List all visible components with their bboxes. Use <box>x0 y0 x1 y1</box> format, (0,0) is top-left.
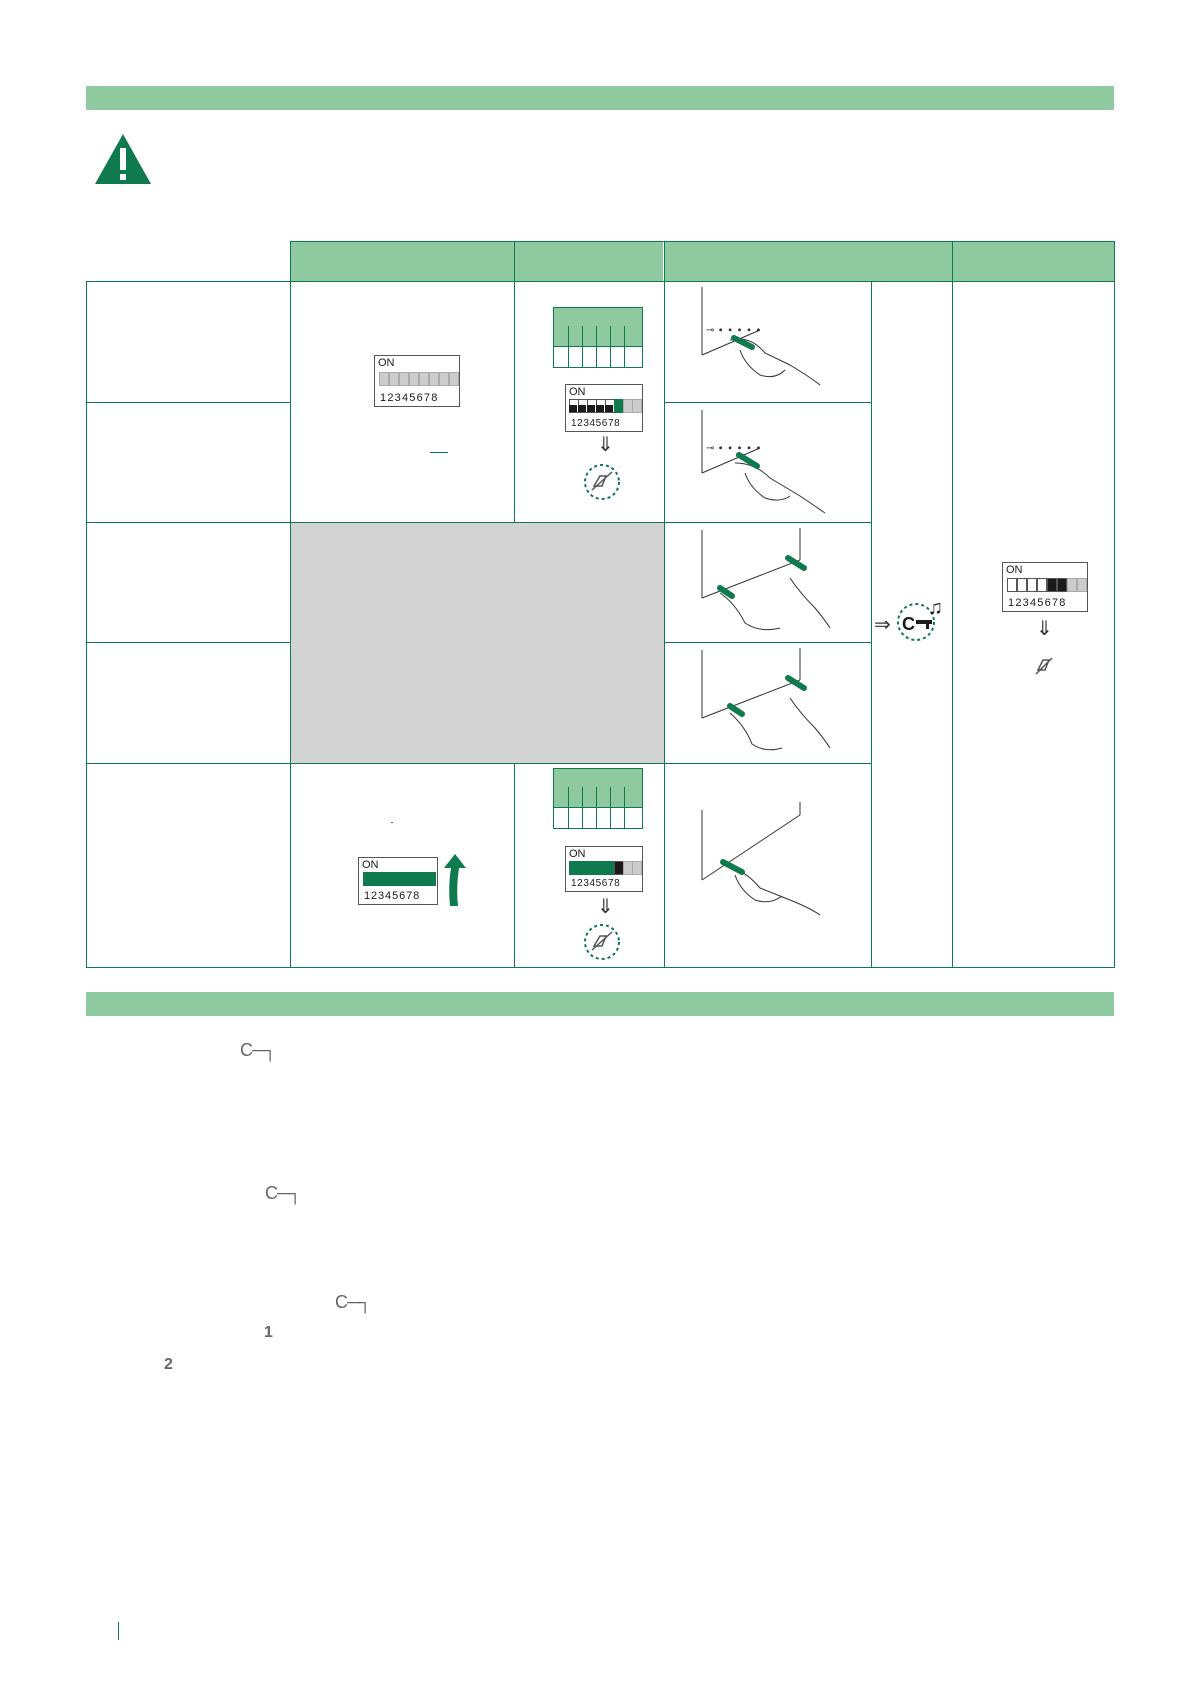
key-icon: C─┐ <box>240 1040 276 1060</box>
hand-press-two-icon <box>690 528 840 636</box>
arrow-down-icon: ⇓ <box>597 896 614 918</box>
mute-icon <box>1032 654 1056 678</box>
section-header-band <box>86 86 1114 110</box>
hand-press-two-icon <box>690 648 840 756</box>
step-1-glyph: 1 <box>264 1324 273 1341</box>
dip-switch-config-2 <box>565 846 643 892</box>
music-note-icon: ♫ <box>928 597 943 619</box>
mute-icon <box>582 922 622 962</box>
dip-on-label: ON <box>362 859 379 871</box>
dip-numbers: 12345678 <box>571 878 621 889</box>
dip-on-label: ON <box>1006 564 1023 576</box>
dip-numbers: 12345678 <box>364 890 421 902</box>
dip-numbers: 12345678 <box>571 418 621 429</box>
dip-on-label: ON <box>378 357 395 369</box>
arrow-down-icon: ⇓ <box>1036 618 1053 640</box>
dip-on-label: ON <box>569 848 586 860</box>
table-header-col-2 <box>515 241 663 281</box>
section-header-band <box>86 992 1114 1016</box>
dip-switch-final <box>1002 562 1088 612</box>
svg-text:⊸ ∙ ∙ ∙ ∙ ∙: ⊸ ∙ ∙ ∙ ∙ ∙ <box>706 325 762 336</box>
green-table-box-bottom <box>553 806 643 829</box>
dip-numbers: 12345678 <box>380 392 439 404</box>
hand-press-icon <box>690 800 840 920</box>
underline-mark <box>430 452 448 453</box>
arrow-up-icon <box>442 852 468 908</box>
arrow-down-icon: ⇓ <box>597 434 614 456</box>
disabled-cell-panel <box>290 523 664 763</box>
hand-press-icon <box>690 408 840 516</box>
dip-numbers: 12345678 <box>1008 597 1067 609</box>
warning-icon <box>93 132 153 186</box>
table-header-col-4 <box>953 241 1114 281</box>
arrow-right-icon: ⇒ <box>874 614 891 636</box>
step-2-glyph: 2 <box>164 1356 173 1373</box>
dip-switch-all-on <box>358 857 438 905</box>
green-table-box <box>553 307 643 347</box>
key-icon: C─┐ <box>335 1292 371 1312</box>
green-table-box-bottom <box>553 345 643 368</box>
mute-icon <box>582 462 622 502</box>
page-marker <box>118 1622 119 1640</box>
dip-switch-config-1 <box>565 384 643 432</box>
dip-switch-all-off <box>374 355 460 407</box>
hand-press-icon <box>690 285 840 393</box>
green-table-box <box>553 768 643 808</box>
key-icon: C─┐ <box>265 1183 301 1203</box>
svg-text:C: C <box>902 614 915 634</box>
dip-on-label: ON <box>569 386 586 398</box>
svg-text:⊸ ∙ ∙ ∙ ∙ ∙: ⊸ ∙ ∙ ∙ ∙ ∙ <box>706 443 762 454</box>
dot-mark <box>391 822 393 823</box>
table-header-col-3 <box>664 241 952 281</box>
table-header-col-1 <box>290 241 514 281</box>
